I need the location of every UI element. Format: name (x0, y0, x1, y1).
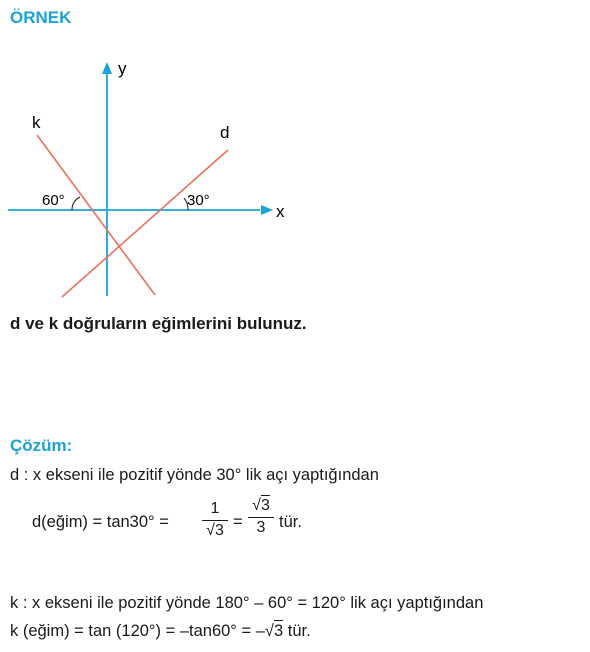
d-formula-suffix: tür. (279, 513, 302, 531)
line-k-label: k (32, 113, 41, 132)
d-fraction-2-num: √3 (252, 497, 270, 514)
line-k (37, 135, 155, 295)
line-d (62, 150, 228, 297)
k-formula-radicand: 3 (273, 622, 284, 640)
x-axis-label: x (276, 202, 285, 221)
angle-arc-k (72, 197, 80, 210)
coordinate-figure (0, 55, 300, 300)
sqrt-symbol: √ (264, 622, 274, 640)
d-fraction-2-den: 3 (256, 519, 266, 536)
d-fraction-1-den: √3 (206, 522, 224, 539)
k-intro-text: k : x ekseni ile pozitif yönde 180° – 60° = 120° lik açı yaptığından (10, 594, 484, 612)
k-formula (10, 622, 311, 641)
d-fraction-2 (248, 497, 274, 537)
y-axis-arrow-icon (102, 62, 112, 74)
x-axis-arrow-icon (261, 205, 273, 215)
angle-d-label: 30° (187, 192, 210, 209)
k-formula-lhs: k (eğim) = tan (120°) = –tan60° = – (10, 622, 265, 640)
question-text: d ve k doğruların eğimlerini bulunuz. (10, 314, 307, 333)
d-fraction-1-num: 1 (210, 500, 220, 517)
solution-heading: Çözüm: (10, 436, 73, 455)
angle-k-label: 60° (42, 192, 65, 209)
d-fraction-1 (202, 500, 228, 540)
k-formula-suffix: tür. (287, 622, 311, 640)
d-intro-text: d : x ekseni ile pozitif yönde 30° lik açı yaptığından (10, 466, 379, 484)
y-axis-label: y (118, 59, 127, 78)
d-formula-eq: = (233, 513, 243, 531)
line-d-label: d (220, 123, 230, 142)
d-formula-lhs: d(eğim) = tan30° = (32, 513, 169, 531)
example-heading: ÖRNEK (10, 8, 72, 27)
